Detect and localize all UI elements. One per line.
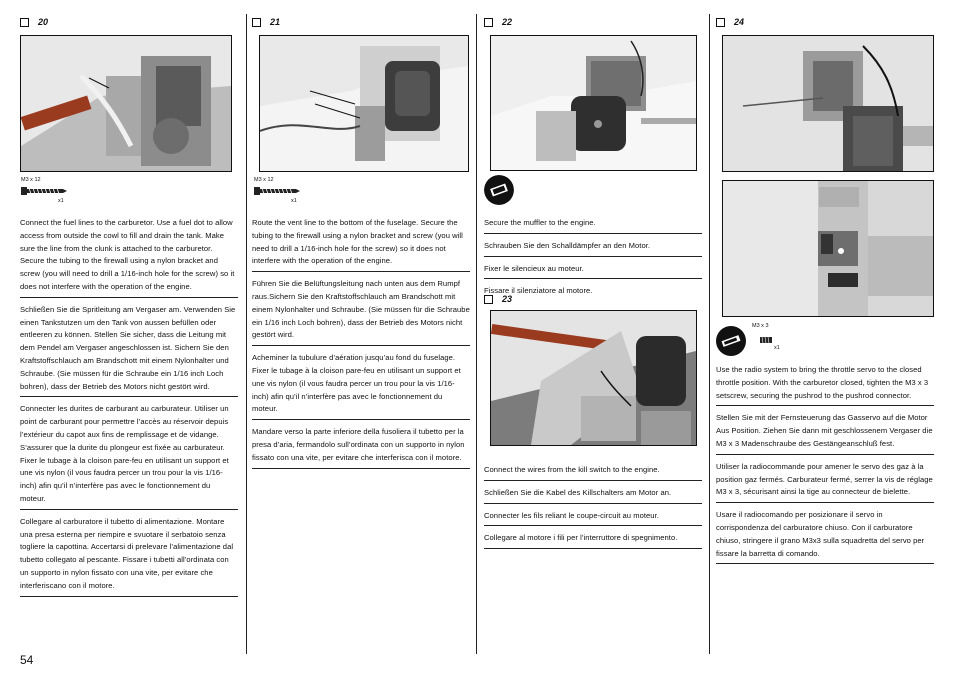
french-paragraph: Fixer le silencieux au moteur. xyxy=(484,263,702,280)
step-24-photo-bottom xyxy=(722,180,934,317)
throttle-servo-illustration xyxy=(723,181,933,316)
german-paragraph: Führen Sie die Belüftungsleitung nach unten aus dem Rumpf raus.Sichern Sie den Kraftstoffschlauch am Brandschott mit einem Nylonhalter und Schraube. (Sie müssen für die Schraube ein 1/16 inch Loch bohren), dass der Betrieb des Motors nicht gestört wird. xyxy=(252,278,470,346)
italian-paragraph: Mandare verso la parte inferiore della fusoliera il tubetto per la presa d’aria, fermandolo sull’ordinata con un supporto in nylon fissato con una vite, per evitare che interferisca con il motore. xyxy=(252,426,470,468)
column-divider xyxy=(246,14,247,654)
checkbox-icon xyxy=(484,18,493,27)
german-paragraph: Stellen Sie mit der Fernsteuerung das Gasservo auf die Motor Aus Position. Ziehen Sie dann mit geschlossenem Vergaser die M3 x 3 Madenschraube des Gestängeanschluß fest. xyxy=(716,412,934,454)
screw-quantity: x1 xyxy=(58,198,64,204)
step-24-header xyxy=(716,17,744,27)
step-number: 23 xyxy=(502,294,513,304)
italian-paragraph: Usare il radiocomando per posizionare il servo in corrispondenza del carburatore chiuso. Con il carburatore chiuso, stringere il grano M3x3 sulla squadretta del servo per fissare la barretta di comando. xyxy=(716,509,934,564)
screw-size-label: M3 x 12 xyxy=(21,177,41,183)
page-number: 54 xyxy=(20,653,34,667)
french-paragraph: Utiliser la radiocommande pour amener le servo des gaz à la position gaz fermés. Carburateur fermé, serrer la vis de réglage M3 x 3, sécurisant ainsi la tige au connecteur de bielette. xyxy=(716,461,934,503)
italian-paragraph: Fissare il silenziatore al motore. xyxy=(484,286,593,296)
english-paragraph: Connect the wires from the kill switch to the engine. xyxy=(484,464,702,481)
vent-line-illustration xyxy=(260,36,468,171)
english-paragraph: Secure the muffler to the engine. xyxy=(484,217,702,234)
carburetor-illustration xyxy=(723,36,933,171)
french-paragraph: Connecter les fils reliant le coupe-circuit au moteur. xyxy=(484,510,702,527)
screw-size-label: M3 x 12 xyxy=(254,177,274,183)
checkbox-icon xyxy=(252,18,261,27)
step-23-photo xyxy=(490,310,697,446)
step-number: 22 xyxy=(502,17,513,27)
step-number: 24 xyxy=(734,17,745,27)
step-23-header xyxy=(484,294,512,304)
column-divider xyxy=(476,14,477,654)
step-21-header xyxy=(252,17,280,27)
screw-legend xyxy=(752,323,780,351)
muffler-tool-icon xyxy=(484,175,514,205)
step-20-photo xyxy=(20,35,232,172)
checkbox-icon xyxy=(716,18,725,27)
german-paragraph: Schließen Sie die Kabel des Killschalters am Motor an. xyxy=(484,487,702,504)
step-20-text xyxy=(20,217,238,603)
step-24-text xyxy=(716,364,934,570)
english-paragraph: Connect the fuel lines to the carburetor. Use a fuel dot to allow access from outside the cowl to fill and drain the tank. Make sure the line from the clunk is attached to the carburetor. Secure the tubing to the firewall using a nylon bracket and screw (you will need to drill a 1/16-inch hole for the screw) so it does not interfere with the operation of the engine. xyxy=(20,217,238,298)
italian-paragraph: Collegare al motore i fili per l’interruttore di spegnimento. xyxy=(484,532,702,549)
german-paragraph: Schließen Sie die Spritleitung am Vergaser am. Verwenden Sie einen Tankstutzen um den Tank von aussen befüllen oder entleeren zu können. Stellen Sie sicher, dass die Leitung mit dem Pendel am Vergaser angeschlossen ist. Sichern Sie den Kraftstoffschlauch am Brandschott mit einem Nylonhalter und Schraube. (Sie müssen für die Schraube ein 1/16 inch Loch bohren), dass der Betrieb des Motors nicht gestört wird. xyxy=(20,304,238,398)
step-20-header xyxy=(20,17,48,27)
step-number: 21 xyxy=(270,17,281,27)
screw-legend xyxy=(21,177,67,204)
step-23-text xyxy=(484,464,702,555)
italian-paragraph: Collegare al carburatore il tubetto di alimentazione. Montare una presa esterna per riempire e svuotare il serbatoio senza togliere la capottina. Accertarsi di prelevare l’alimentazione dal tubetto collegato al pescante. Fissare i tubetti all’ordinata con un supporto in nylon fissato con una vite, per evitare che interferiscano con il motore. xyxy=(20,516,238,597)
screw-legend xyxy=(254,177,300,204)
screw-quantity: x1 xyxy=(291,198,297,204)
german-paragraph: Schrauben Sie den Schalldämpfer an den Motor. xyxy=(484,240,702,257)
french-paragraph: Acheminer la tubulure d’aération jusqu’au fond du fuselage. Fixer le tubage à la cloison pare-feu en utilisant un support et une vis nylon (il vous faudra percer un trou pour la vis 1/16-inch) afin qu’il n’interfère pas avec le fonctionnement du moteur. xyxy=(252,352,470,420)
step-24-photo-top xyxy=(722,35,934,172)
french-paragraph: Connecter les durites de carburant au carburateur. Utiliser un point de carburant pour permettre l’accès au réservoir depuis l’extérieur du capot aux fins de remplissage et de vidange. S’assurer que la durite du plongeur est fixée au carburateur. Fixer le tubage à la cloison pare-feu en utilisant un support et une vis nylon (il vous faudra percer un trou pour la vis 1/16-inch) afin qu’il n’interfère pas avec le fonctionnement du moteur. xyxy=(20,403,238,509)
step-22-text xyxy=(484,217,702,301)
screwdriver-tool-icon xyxy=(716,326,746,356)
column-divider xyxy=(709,14,710,654)
screw-quantity: x1 xyxy=(774,345,780,351)
screw-size-label: M3 x 3 xyxy=(752,323,769,329)
english-paragraph: Route the vent line to the bottom of the fuselage. Secure the tubing to the firewall using a nylon bracket and screw (you will need to drill a 1/16-inch hole for the screw) so it does not interfere with the operation of the engine. xyxy=(252,217,470,272)
kill-switch-wires-illustration xyxy=(491,311,696,445)
screw-icon xyxy=(21,184,67,198)
step-22-photo xyxy=(490,35,697,171)
english-paragraph: Use the radio system to bring the throttle servo to the closed throttle position. With the carburetor closed, tighten the M3 x 3 setscrew, securing the pushrod to the pushrod connector. xyxy=(716,364,934,406)
step-number: 20 xyxy=(38,17,49,27)
step-21-photo xyxy=(259,35,469,172)
checkbox-icon xyxy=(484,295,493,304)
screw-icon xyxy=(254,184,300,198)
step-22-header xyxy=(484,17,512,27)
setscrew-icon xyxy=(760,335,774,345)
muffler-illustration xyxy=(491,36,696,170)
checkbox-icon xyxy=(20,18,29,27)
engine-fuel-lines-illustration xyxy=(21,36,231,171)
step-21-text xyxy=(252,217,470,475)
